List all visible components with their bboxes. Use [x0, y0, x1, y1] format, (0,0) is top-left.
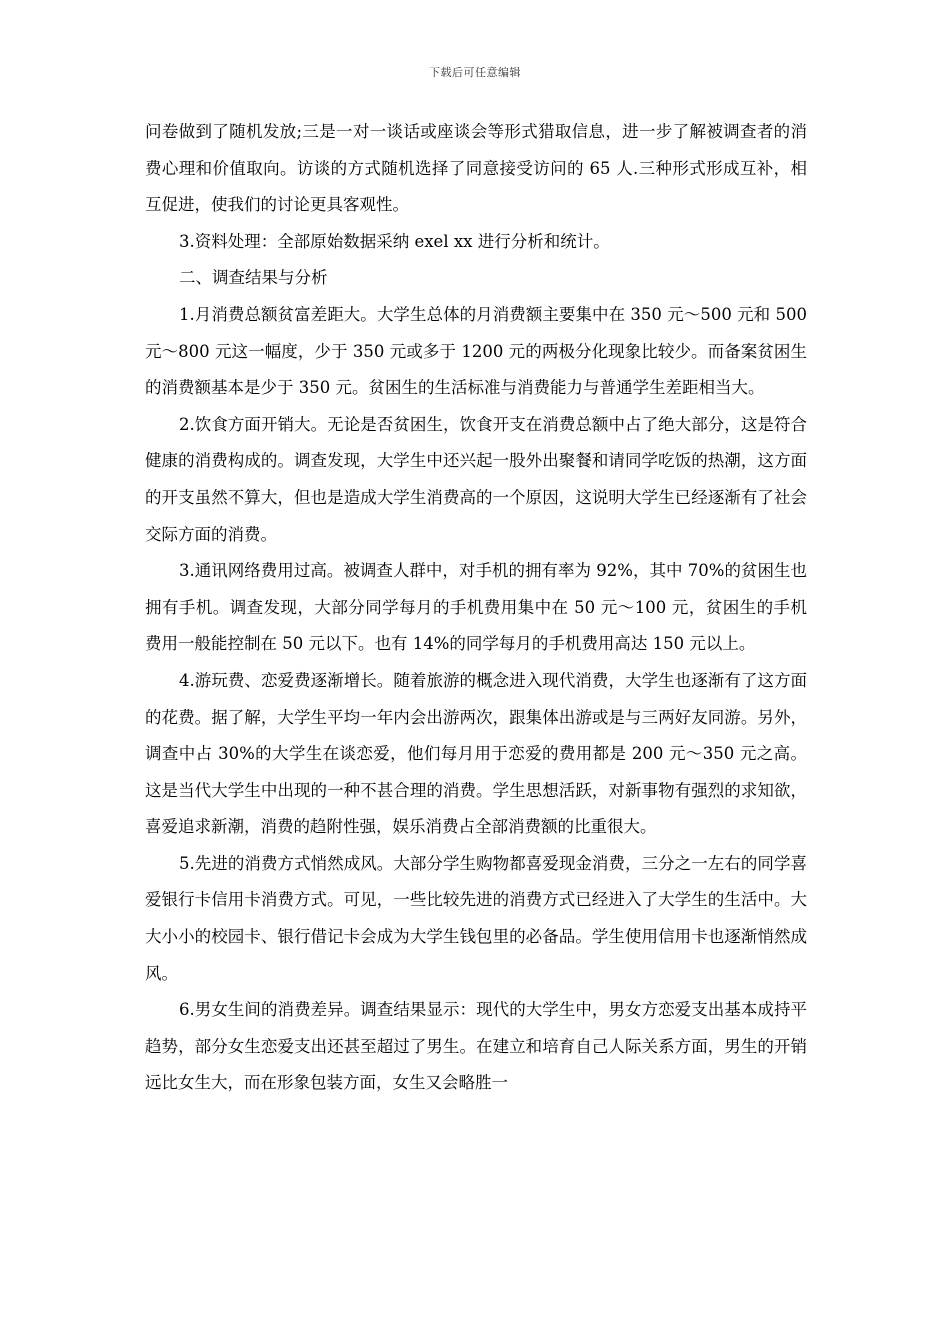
- document-body: [145, 114, 807, 1102]
- paragraph-survey-methods: 问卷做到了随机发放;三是一对一谈话或座谈会等形式猎取信息，进一步了解被调查者的消费心理和价值取向。访谈的方式随机选择了同意接受访问的 65 人.三种形式形成互补，相互促进，使我们的讨论更具客观性。: [145, 122, 807, 215]
- paragraph-payment-methods: 5.先进的消费方式悄然成风。大部分学生购物都喜爱现金消费，三分之一左右的同学喜爱银行卡信用卡消费方式。可见，一些比较先进的消费方式已经进入了大学生的生活中。大大小小的校园卡、银行借记卡会成为大学生钱包里的必备品。学生使用信用卡也逐渐悄然成风。: [145, 853, 807, 983]
- page-header: 下载后可任意编辑: [429, 66, 521, 79]
- section-heading-results: 二、调查结果与分析: [179, 268, 328, 288]
- paragraph-leisure-spending: 4.游玩费、恋爱费逐渐增长。随着旅游的概念进入现代消费，大学生也逐渐有了这方面的花费。据了解，大学生平均一年内会出游两次，跟集体出游或是与三两好友同游。另外，调查中占 30%的大学生在谈恋爱，他们每月用于恋爱的费用都是 200 元～350 元之高。这是当代大学生中出现的一种不甚合理的消费。学生思想活跃，对新事物有强烈的求知欲，喜爱追求新潮，消费的趋附性强，娱乐消费占全部消费额的比重很大。: [145, 670, 807, 837]
- paragraph-telecom-spending: 3.通讯网络费用过高。被调查人群中，对手机的拥有率为 92%，其中 70%的贫困生也拥有手机。调查发现，大部分同学每月的手机费用集中在 50 元～100 元，贫困生的手机费用一般能控制在 50 元以下。也有 14%的同学每月的手机费用高达 150 元以上。: [145, 561, 807, 654]
- paragraph-gender-differences: 6.男女生间的消费差异。调查结果显示：现代的大学生中，男女方恋爱支出基本成持平趋势，部分女生恋爱支出还甚至超过了男生。在建立和培育自己人际关系方面，男生的开销远比女生大，而在形象包装方面，女生又会略胜一: [145, 1000, 807, 1093]
- paragraph-monthly-spending: 1.月消费总额贫富差距大。大学生总体的月消费额主要集中在 350 元～500 元和 500 元～800 元这一幅度，少于 350 元或多于 1200 元的两极分化现象比较少。而备案贫困生的消费额基本是少于 350 元。贫困生的生活标准与消费能力与普通学生差距相当大。: [145, 304, 807, 398]
- paragraph-data-processing: 3.资料处理：全部原始数据采纳 exel xx 进行分析和统计。: [179, 231, 610, 251]
- paragraph-food-spending: 2.饮食方面开销大。无论是否贫困生，饮食开支在消费总额中占了绝大部分，这是符合健康的消费构成的。调查发现，大学生中还兴起一股外出聚餐和请同学吃饭的热潮，这方面的开支虽然不算大，但也是造成大学生消费高的一个原因，这说明大学生已经逐渐有了社会交际方面的消费。: [145, 414, 807, 544]
